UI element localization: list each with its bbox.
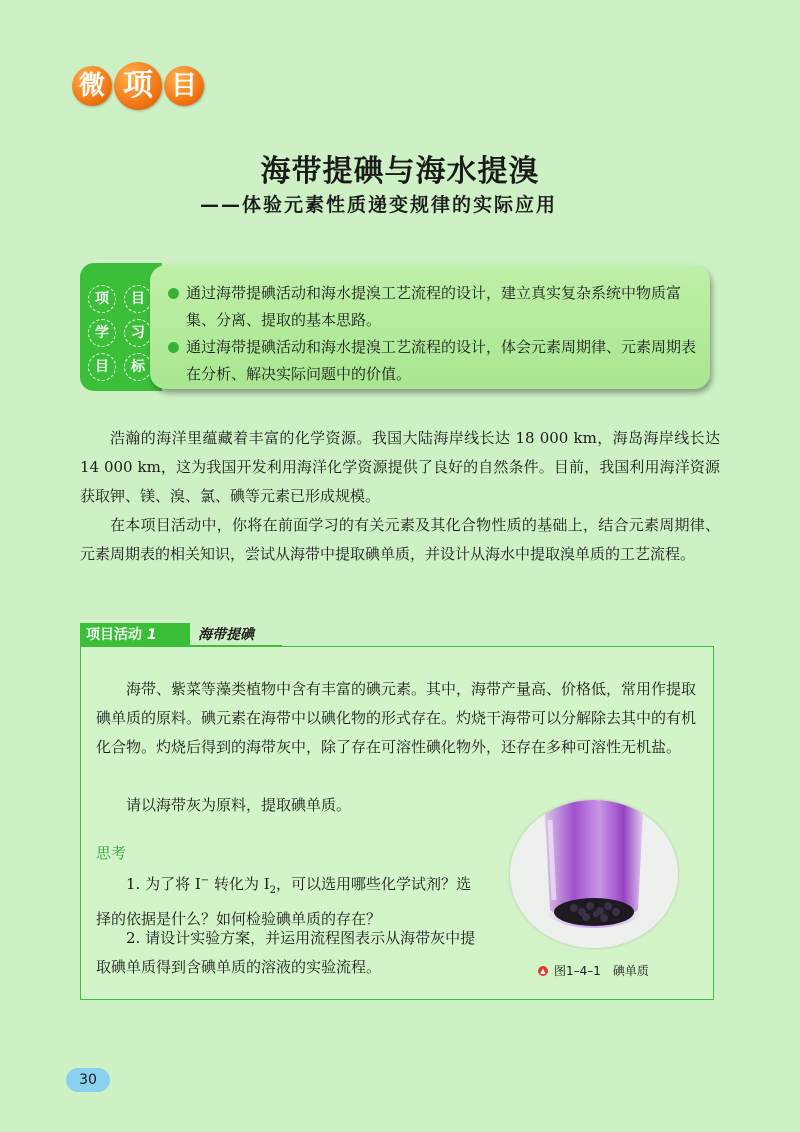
badge-char: 项	[114, 62, 162, 110]
bullet-icon	[168, 342, 179, 353]
goals-tab-char: 学	[88, 319, 116, 347]
badge-char: 微	[72, 66, 112, 106]
goals-tab-char: 目	[124, 285, 152, 313]
figure-caption	[538, 962, 649, 979]
question-2: 2. 请设计实验方案，并运用流程图表示从海带灰中提取碘单质得到含碘单质的溶液的实验流程。	[96, 929, 476, 976]
goal-text: 通过海带提碘活动和海水提溴工艺流程的设计，建立真实复杂系统中物质富集、分离、提取的基本思路。	[186, 284, 682, 329]
intro-paragraph: 浩瀚的海洋里蕴藏着丰富的化学资源。我国大陆海岸线长达 18 000 km，海岛海岸线长达 14 000 km，这为我国开发利用海洋化学资源提供了良好的自然条件。目前，我国利用海洋资源获取钾、镁、溴、氯、碘等元素已形成规模。	[80, 429, 720, 505]
question-1: 1. 为了将 I− 转化为 $I_2$，可以选用哪些化学试剂？选择的依据是什么？如何检验碘单质的存在？	[96, 875, 472, 928]
figure-caption-text: 图1–4–1 碘单质	[554, 964, 649, 978]
activity-paragraph: 海带、紫菜等藻类植物中含有丰富的碘元素。其中，海带产量高、价格低，常用作提取碘单质的原料。碘元素在海带中以碘化物的形式存在。灼烧干海带可以分解除去其中的有机化合物。灼烧后得到的海带灰中，除了存在可溶性碘化物外，还存在多种可溶性无机盐。	[96, 680, 697, 756]
goals-tab-char: 标	[124, 353, 152, 381]
section-badge	[72, 66, 204, 110]
triangle-icon: ▲	[538, 966, 548, 976]
page-subtitle: ——体验元素性质递变规律的实际应用	[200, 194, 558, 216]
page-number: 30	[66, 1068, 110, 1092]
activity-paragraph: 请以海带灰为原料，提取碘单质。	[126, 796, 352, 814]
goals-tab-char: 目	[88, 353, 116, 381]
activity-tab	[80, 623, 190, 647]
bullet-icon	[168, 288, 179, 299]
activity-tab-label: 项目活动	[86, 627, 142, 643]
badge-char: 目	[164, 66, 204, 106]
activity-tab-number: 1	[146, 627, 157, 643]
think-label: 思考	[96, 844, 127, 862]
intro-paragraph: 在本项目活动中，你将在前面学习的有关元素及其化合物性质的基础上，结合元素周期律、元素周期表的相关知识，尝试从海带中提取碘单质，并设计从海水中提取溴单质的工艺流程。	[80, 516, 720, 563]
page-title: 海带提碘与海水提溴	[260, 154, 540, 189]
iodine-tube-illustration	[510, 800, 678, 948]
iodine-photo	[510, 800, 678, 948]
goals-tab-char: 习	[124, 319, 152, 347]
goal-text: 通过海带提碘活动和海水提溴工艺流程的设计，体会元素周期律、元素周期表在分析、解决实际问题中的价值。	[186, 338, 697, 383]
activity-name: 海带提碘	[190, 623, 282, 647]
goals-tab-char: 项	[88, 285, 116, 313]
